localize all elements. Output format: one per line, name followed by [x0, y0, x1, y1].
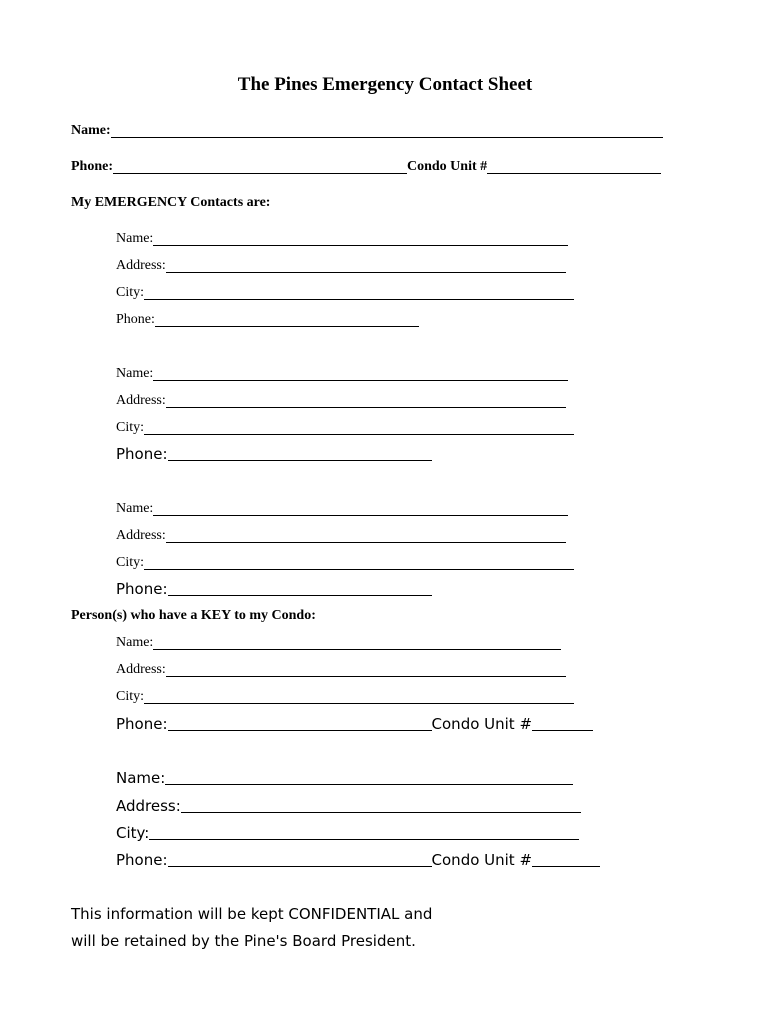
owner-unit-line[interactable]	[487, 159, 661, 174]
key-2-city-field[interactable]	[116, 824, 579, 842]
input-line[interactable]	[144, 689, 574, 704]
field-label: Phone:	[116, 851, 168, 869]
field-label: Name:	[116, 635, 154, 650]
contact-2-address-field[interactable]	[116, 392, 566, 410]
field-label: Phone:	[116, 312, 155, 327]
unit-input-line[interactable]	[532, 852, 600, 867]
key-1-city-field[interactable]	[116, 688, 574, 706]
field-label: Name:	[116, 231, 154, 246]
key-heading: Person(s) who have a KEY to my Condo:	[71, 608, 316, 623]
page-title: The Pines Emergency Contact Sheet	[237, 74, 533, 95]
owner-name-line[interactable]	[111, 123, 663, 138]
field-label: Address:	[116, 528, 166, 543]
field-label: Name:	[116, 366, 154, 381]
field-label: City:	[116, 824, 150, 842]
field-label: Name:	[116, 501, 154, 516]
key-2-phone-field[interactable]	[116, 851, 600, 869]
field-label: Phone:	[116, 715, 168, 733]
field-label: City:	[116, 689, 145, 704]
owner-name-label: Name:	[71, 123, 111, 138]
field-label: Address:	[116, 797, 181, 815]
unit-label: Condo Unit #	[431, 851, 533, 869]
field-label: City:	[116, 555, 145, 570]
unit-label: Condo Unit #	[431, 715, 533, 733]
key-1-address-field[interactable]	[116, 661, 566, 679]
field-label: City:	[116, 285, 145, 300]
input-line[interactable]	[165, 770, 573, 785]
input-line[interactable]	[166, 528, 566, 543]
contact-2-phone-field[interactable]	[116, 445, 432, 463]
input-line[interactable]	[166, 393, 566, 408]
field-label: City:	[116, 420, 145, 435]
input-line[interactable]	[168, 716, 432, 731]
contact-1-address-field[interactable]	[116, 257, 566, 275]
input-line[interactable]	[153, 231, 568, 246]
input-line[interactable]	[149, 825, 579, 840]
contact-3-phone-field[interactable]	[116, 580, 432, 598]
field-label: Name:	[116, 769, 166, 787]
input-line[interactable]	[155, 312, 419, 327]
input-line[interactable]	[166, 258, 566, 273]
owner-unit-label: Condo Unit #	[407, 159, 488, 174]
key-2-name-field[interactable]	[116, 769, 573, 787]
contact-3-address-field[interactable]	[116, 527, 566, 545]
field-label: Phone:	[116, 445, 168, 463]
owner-phone-line[interactable]	[113, 159, 407, 174]
owner-phone-field[interactable]	[71, 158, 661, 176]
input-line[interactable]	[144, 420, 574, 435]
input-line[interactable]	[144, 285, 574, 300]
footer-line-2: will be retained by the Pine's Board President.	[71, 932, 416, 950]
field-label: Phone:	[116, 580, 168, 598]
key-1-name-field[interactable]	[116, 634, 561, 652]
emergency-heading: My EMERGENCY Contacts are:	[71, 195, 271, 210]
input-line[interactable]	[153, 366, 568, 381]
field-label: Address:	[116, 258, 166, 273]
contact-2-city-field[interactable]	[116, 419, 574, 437]
input-line[interactable]	[181, 798, 581, 813]
contact-3-name-field[interactable]	[116, 500, 568, 518]
key-2-address-field[interactable]	[116, 797, 581, 815]
owner-phone-label: Phone:	[71, 159, 113, 174]
field-label: Address:	[116, 393, 166, 408]
contact-3-city-field[interactable]	[116, 554, 574, 572]
key-1-phone-field[interactable]	[116, 715, 593, 733]
input-line[interactable]	[166, 662, 566, 677]
contact-1-city-field[interactable]	[116, 284, 574, 302]
footer-line-1: This information will be kept CONFIDENTIAL and	[71, 905, 433, 923]
owner-name-field[interactable]	[71, 122, 663, 140]
contact-1-phone-field[interactable]	[116, 311, 419, 329]
input-line[interactable]	[168, 852, 432, 867]
input-line[interactable]	[153, 501, 568, 516]
unit-input-line[interactable]	[532, 716, 593, 731]
input-line[interactable]	[168, 446, 432, 461]
contact-1-name-field[interactable]	[116, 230, 568, 248]
contact-2-name-field[interactable]	[116, 365, 568, 383]
footer-note	[71, 901, 432, 955]
input-line[interactable]	[168, 581, 432, 596]
field-label: Address:	[116, 662, 166, 677]
input-line[interactable]	[144, 555, 574, 570]
input-line[interactable]	[153, 635, 561, 650]
